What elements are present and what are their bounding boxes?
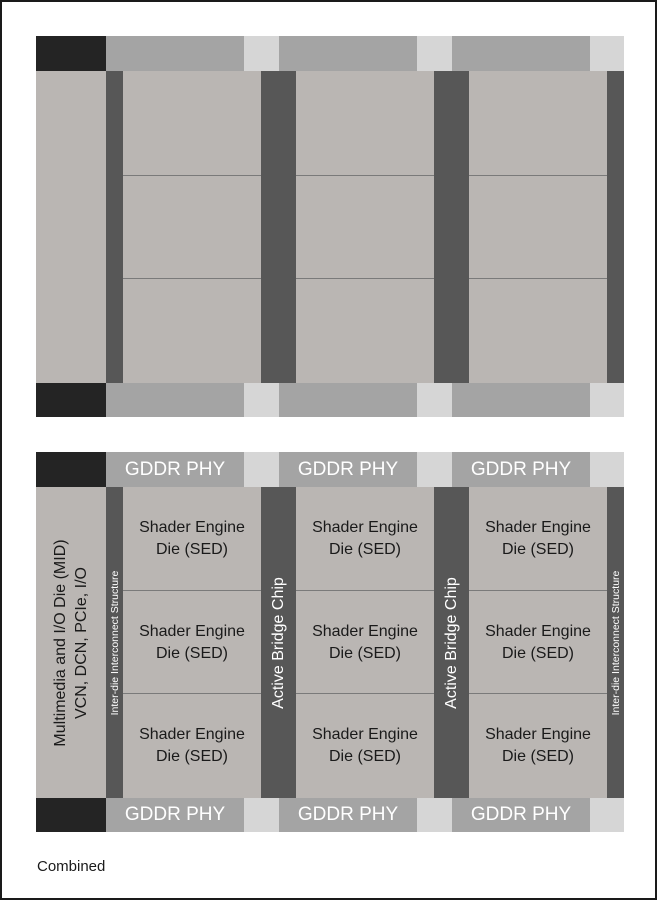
sed-subtitle: Die (SED) [328,748,401,765]
shader-engine-die [123,487,261,591]
sed-divider [296,175,434,176]
sed-divider [469,590,607,591]
sed-divider [296,693,434,694]
gddr-phy-end-block [417,452,452,487]
gddr-phy-top-3 [452,452,590,487]
gddr-phy-end-block [590,452,624,487]
sed-title: Shader Engine [139,519,245,536]
active-bridge-chip-1 [261,487,296,798]
inter-die-interconnect-left [106,487,123,798]
interconnect-label: Inter-die Interconnect Structure [108,570,121,715]
gddr-phy-block [106,36,244,71]
gddr-phy-block [452,36,590,71]
sed-divider [469,175,607,176]
gddr-phy-end-block [244,36,279,71]
gddr-phy-block [452,383,590,417]
gddr-phy-label: GDDR PHY [124,804,226,825]
caption: Combined [37,858,106,875]
shader-engine-die [469,591,607,694]
sed-subtitle: Die (SED) [501,644,574,662]
sed-title: Shader Engine [485,726,591,743]
gddr-phy-end-block [244,383,279,417]
sed-subtitle: Die (SED) [155,748,228,765]
corner-block [36,383,106,417]
gddr-phy-end-block [417,383,452,417]
shader-engine-die [469,694,607,798]
gddr-phy-block [279,383,417,417]
sed-divider [469,693,607,694]
gddr-phy-end-block [590,798,624,832]
gddr-phy-top-2 [279,452,417,487]
gddr-phy-end-block [244,798,279,832]
gddr-phy-end-block [590,383,624,417]
sed-divider [123,278,261,279]
interconnect-strip-right [607,71,624,383]
mid-die-label [50,539,92,746]
gddr-phy-block [279,36,417,71]
gddr-phy-end-block [244,452,279,487]
active-bridge-strip [261,71,296,383]
gddr-phy-bottom-3 [452,798,590,832]
shader-engine-die [296,591,434,694]
gddr-phy-label: GDDR PHY [470,804,572,825]
corner-block [36,36,106,71]
sed-title: Shader Engine [312,519,418,536]
sed-column [123,71,261,383]
shader-engine-die [123,694,261,798]
mid-die-title: Multimedia and I/O Die (MID) [52,538,69,747]
sed-divider [469,278,607,279]
mid-die-block [36,71,106,383]
sed-title: Shader Engine [139,622,245,640]
sed-title: Shader Engine [312,622,418,640]
gddr-phy-label: GDDR PHY [124,458,226,480]
gddr-phy-bottom-1 [106,798,244,832]
sed-subtitle: Die (SED) [155,644,228,662]
sed-divider [296,590,434,591]
gddr-phy-label: GDDR PHY [470,458,572,480]
sed-column [469,71,607,383]
shader-engine-die [296,487,434,591]
sed-title: Shader Engine [312,726,418,743]
active-bridge-chip-2 [434,487,469,798]
sed-subtitle: Die (SED) [328,644,401,662]
shader-engine-die [469,487,607,591]
sed-subtitle: Die (SED) [328,541,401,558]
active-bridge-label: Active Bridge Chip [442,576,460,709]
gddr-phy-bottom-2 [279,798,417,832]
sed-title: Shader Engine [485,519,591,536]
gddr-phy-end-block [590,36,624,71]
interconnect-label: Inter-die Interconnect Structure [609,570,622,715]
shader-engine-die [123,591,261,694]
shader-engine-die [296,694,434,798]
sed-column [296,71,434,383]
gddr-phy-end-block [417,798,452,832]
corner-block [36,798,106,832]
sed-title: Shader Engine [485,622,591,640]
corner-block [36,452,106,487]
sed-subtitle: Die (SED) [155,541,228,558]
sed-subtitle: Die (SED) [501,541,574,558]
mid-die-subtitle: VCN, DCN, PCIe, I/O [73,566,90,719]
sed-divider [296,278,434,279]
sed-divider [123,693,261,694]
sed-subtitle: Die (SED) [501,748,574,765]
inter-die-interconnect-right [607,487,624,798]
gddr-phy-label: GDDR PHY [297,458,399,480]
mid-die [36,487,106,798]
gddr-phy-label: GDDR PHY [297,804,399,825]
sed-title: Shader Engine [139,726,245,743]
gddr-phy-block [106,383,244,417]
active-bridge-strip [434,71,469,383]
gddr-phy-top-1 [106,452,244,487]
sed-divider [123,590,261,591]
active-bridge-label: Active Bridge Chip [269,576,287,709]
gddr-phy-end-block [417,36,452,71]
sed-divider [123,175,261,176]
interconnect-strip-left [106,71,123,383]
